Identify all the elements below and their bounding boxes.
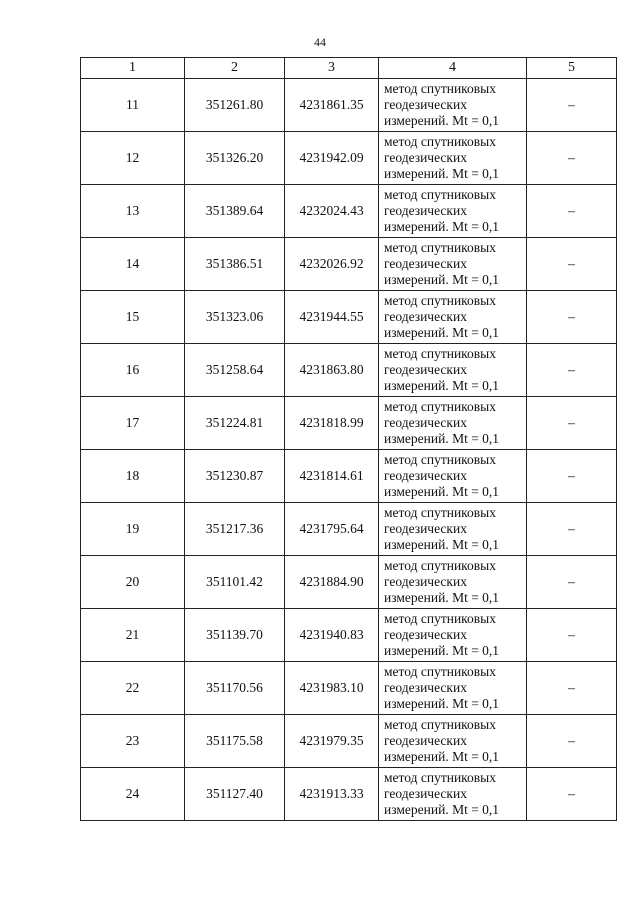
page-number: 44 <box>314 35 326 49</box>
x-coordinate-cell: 351323.06 <box>185 291 285 344</box>
method-line: геодезических <box>384 786 467 801</box>
y-coordinate-cell: 4232024.43 <box>285 185 379 238</box>
method-line: измерений. Mt = 0,1 <box>384 166 500 181</box>
point-number-cell: 20 <box>81 556 185 609</box>
x-coordinate-cell: 351101.42 <box>185 556 285 609</box>
method-cell <box>379 662 527 715</box>
method-line: геодезических <box>384 150 467 165</box>
x-coordinate-cell: 351127.40 <box>185 768 285 821</box>
point-number-cell: 23 <box>81 715 185 768</box>
y-coordinate-cell: 4232026.92 <box>285 238 379 291</box>
note-cell: – <box>527 503 617 556</box>
method-line: геодезических <box>384 203 467 218</box>
y-coordinate-cell: 4231818.99 <box>285 397 379 450</box>
table-body <box>81 58 617 821</box>
point-number-cell: 17 <box>81 397 185 450</box>
method-line: измерений. Mt = 0,1 <box>384 378 500 393</box>
method-line: измерений. Mt = 0,1 <box>384 113 500 128</box>
table-row <box>81 715 617 768</box>
method-cell <box>379 768 527 821</box>
x-coordinate-cell: 351326.20 <box>185 132 285 185</box>
header-row <box>81 58 617 79</box>
y-coordinate-cell: 4231983.10 <box>285 662 379 715</box>
point-number-cell: 24 <box>81 768 185 821</box>
point-number-cell: 19 <box>81 503 185 556</box>
y-coordinate-cell: 4231944.55 <box>285 291 379 344</box>
note-cell: – <box>527 662 617 715</box>
method-cell <box>379 132 527 185</box>
method-line: геодезических <box>384 574 467 589</box>
method-line: измерений. Mt = 0,1 <box>384 431 500 446</box>
method-line: метод спутниковых <box>384 611 496 626</box>
note-cell: – <box>527 185 617 238</box>
method-line: измерений. Mt = 0,1 <box>384 749 500 764</box>
x-coordinate-cell: 351170.56 <box>185 662 285 715</box>
coordinates-table <box>80 57 617 821</box>
table-row <box>81 238 617 291</box>
note-cell: – <box>527 344 617 397</box>
table-row <box>81 503 617 556</box>
method-line: геодезических <box>384 97 467 112</box>
column-header: 2 <box>185 58 285 79</box>
method-line: геодезических <box>384 627 467 642</box>
method-line: метод спутниковых <box>384 664 496 679</box>
method-line: метод спутниковых <box>384 81 496 96</box>
method-line: измерений. Mt = 0,1 <box>384 219 500 234</box>
note-cell: – <box>527 715 617 768</box>
method-cell <box>379 185 527 238</box>
point-number-cell: 18 <box>81 450 185 503</box>
note-cell: – <box>527 132 617 185</box>
method-line: метод спутниковых <box>384 770 496 785</box>
table-row <box>81 556 617 609</box>
method-cell <box>379 397 527 450</box>
method-line: метод спутниковых <box>384 505 496 520</box>
point-number-cell: 14 <box>81 238 185 291</box>
y-coordinate-cell: 4231940.83 <box>285 609 379 662</box>
note-cell: – <box>527 291 617 344</box>
method-line: геодезических <box>384 309 467 324</box>
y-coordinate-cell: 4231913.33 <box>285 768 379 821</box>
method-line: измерений. Mt = 0,1 <box>384 272 500 287</box>
method-cell <box>379 238 527 291</box>
note-cell: – <box>527 397 617 450</box>
method-line: измерений. Mt = 0,1 <box>384 537 500 552</box>
note-cell: – <box>527 609 617 662</box>
method-line: метод спутниковых <box>384 717 496 732</box>
method-line: метод спутниковых <box>384 346 496 361</box>
method-line: метод спутниковых <box>384 452 496 467</box>
note-cell: – <box>527 768 617 821</box>
point-number-cell: 21 <box>81 609 185 662</box>
x-coordinate-cell: 351386.51 <box>185 238 285 291</box>
method-cell <box>379 79 527 132</box>
point-number-cell: 16 <box>81 344 185 397</box>
x-coordinate-cell: 351258.64 <box>185 344 285 397</box>
point-number-cell: 11 <box>81 79 185 132</box>
x-coordinate-cell: 351230.87 <box>185 450 285 503</box>
table-row <box>81 662 617 715</box>
y-coordinate-cell: 4231942.09 <box>285 132 379 185</box>
x-coordinate-cell: 351217.36 <box>185 503 285 556</box>
table-row <box>81 291 617 344</box>
method-line: измерений. Mt = 0,1 <box>384 325 500 340</box>
method-line: метод спутниковых <box>384 134 496 149</box>
column-header: 5 <box>527 58 617 79</box>
point-number-cell: 12 <box>81 132 185 185</box>
x-coordinate-cell: 351224.81 <box>185 397 285 450</box>
method-line: метод спутниковых <box>384 240 496 255</box>
x-coordinate-cell: 351139.70 <box>185 609 285 662</box>
method-line: измерений. Mt = 0,1 <box>384 484 500 499</box>
table-row <box>81 132 617 185</box>
y-coordinate-cell: 4231795.64 <box>285 503 379 556</box>
x-coordinate-cell: 351175.58 <box>185 715 285 768</box>
table-row <box>81 609 617 662</box>
method-line: измерений. Mt = 0,1 <box>384 643 500 658</box>
table-row <box>81 344 617 397</box>
point-number-cell: 15 <box>81 291 185 344</box>
method-line: измерений. Mt = 0,1 <box>384 802 500 817</box>
method-line: геодезических <box>384 521 467 536</box>
x-coordinate-cell: 351261.80 <box>185 79 285 132</box>
method-cell <box>379 609 527 662</box>
y-coordinate-cell: 4231884.90 <box>285 556 379 609</box>
method-cell <box>379 344 527 397</box>
method-line: метод спутниковых <box>384 187 496 202</box>
table-row <box>81 397 617 450</box>
method-line: геодезических <box>384 362 467 377</box>
column-header: 1 <box>81 58 185 79</box>
method-line: метод спутниковых <box>384 293 496 308</box>
note-cell: – <box>527 79 617 132</box>
method-cell <box>379 556 527 609</box>
column-header: 4 <box>379 58 527 79</box>
column-header: 3 <box>285 58 379 79</box>
method-cell <box>379 715 527 768</box>
method-line: геодезических <box>384 256 467 271</box>
method-line: измерений. Mt = 0,1 <box>384 590 500 605</box>
y-coordinate-cell: 4231861.35 <box>285 79 379 132</box>
note-cell: – <box>527 238 617 291</box>
method-line: геодезических <box>384 733 467 748</box>
y-coordinate-cell: 4231863.80 <box>285 344 379 397</box>
method-line: геодезических <box>384 415 467 430</box>
method-cell <box>379 503 527 556</box>
method-cell <box>379 291 527 344</box>
method-line: геодезических <box>384 680 467 695</box>
method-line: метод спутниковых <box>384 399 496 414</box>
note-cell: – <box>527 556 617 609</box>
table-row <box>81 185 617 238</box>
point-number-cell: 22 <box>81 662 185 715</box>
method-line: измерений. Mt = 0,1 <box>384 696 500 711</box>
note-cell: – <box>527 450 617 503</box>
y-coordinate-cell: 4231814.61 <box>285 450 379 503</box>
table-row <box>81 450 617 503</box>
method-cell <box>379 450 527 503</box>
table-row <box>81 768 617 821</box>
point-number-cell: 13 <box>81 185 185 238</box>
method-line: геодезических <box>384 468 467 483</box>
table-row <box>81 79 617 132</box>
x-coordinate-cell: 351389.64 <box>185 185 285 238</box>
y-coordinate-cell: 4231979.35 <box>285 715 379 768</box>
method-line: метод спутниковых <box>384 558 496 573</box>
